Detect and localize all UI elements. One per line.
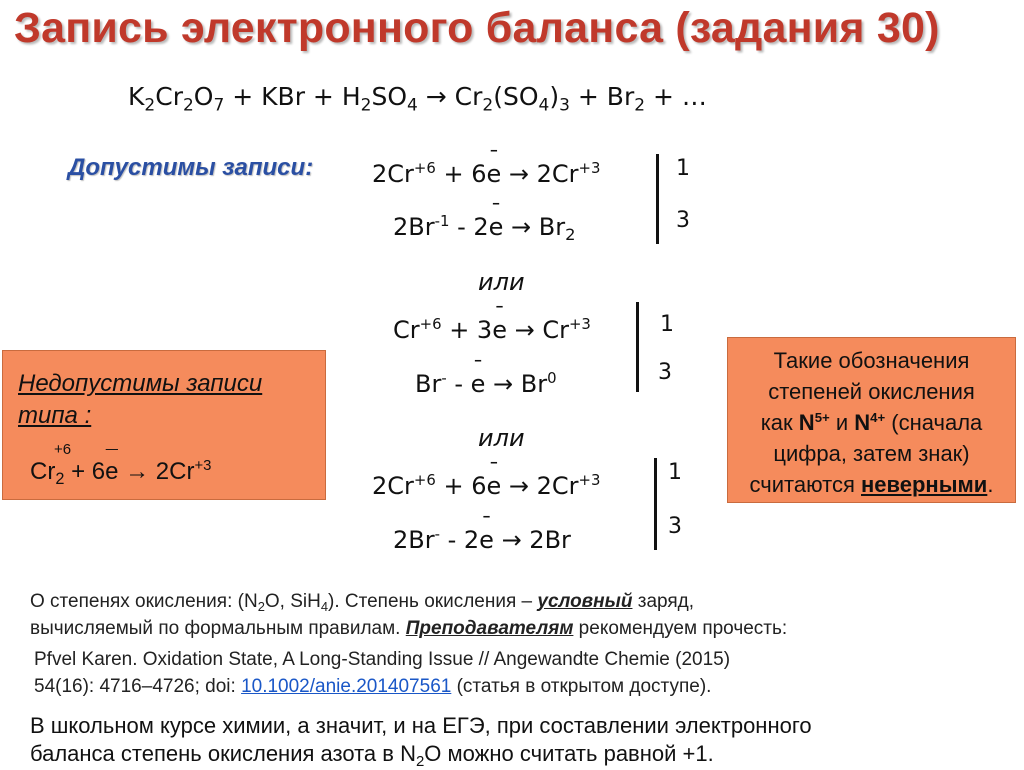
doi-link[interactable]: 10.1002/anie.201407561: [241, 676, 452, 697]
invalid-records-label: Недопустимы записи типа :: [18, 370, 263, 429]
school-course-text: В школьном курсе химии, а значит, и на ЕГЭ, при составлении электронного баланса степень окисления азота в $N_2O$ можно считать равной +1.: [30, 713, 812, 770]
reference-text: Pfvel Karen. Oxidation State, A Long-Standing Issue // Angewandte Chemie (2015) 54(16): 4716–4726; doi: 10.1002/anie.201407561 (статья в открытом доступе).: [34, 649, 731, 697]
balance2-line1: $Cr^{+6}$ + 3¯ $e \to Cr^{+3}$: [393, 316, 591, 344]
oxidation-state-text: О степенях окисления: ($N_2O$, SiH$_4$). Степень окисления – условный заряд, вычисляемый по формальным правилам. Преподавателям рекомендуем прочесть:: [30, 591, 788, 639]
balance1-coef2: 3: [676, 208, 690, 233]
main-equation: $K_2Cr_2O_7$ + KBr + $H_2SO_4 \to Cr_2(SO_4)_3 + Br_2$ + …: [128, 82, 707, 116]
invalid-record-equation: $Cr_2$ +6 + 6¯ $e \to 2Cr^{+3}$: [30, 458, 211, 486]
balance2-line2: Br- - ¯ $e \to Br^0$: [415, 370, 557, 398]
notation-note-text: Такие обозначения степеней окисления как $N^{5+}$ и $N^{4+}$ (сначала цифра, затем знак) считаются неверными.: [749, 348, 994, 497]
balance2-coef1: 1: [660, 312, 674, 337]
balance3-line1: $2Cr^{+6}$ + 6¯ $e \to 2Cr^{+3}$: [372, 472, 600, 500]
balance2-divider: [636, 302, 639, 392]
page-title: Запись электронного баланса (задания 30): [14, 4, 940, 52]
balance1-line2: $2Br^{-1}$ - 2¯ $e \to Br_2$: [393, 213, 576, 241]
balance3-coef2: 3: [668, 514, 682, 539]
balance1-line1: $2Cr^{+6}$ + 6¯ $e \to 2Cr^{+3}$: [372, 160, 600, 188]
or-label-1: или: [478, 268, 525, 296]
balance3-divider: [654, 458, 657, 550]
balance3-line2: 2Br- - 2¯ e → 2Br: [393, 526, 571, 554]
balance1-divider: [656, 154, 659, 244]
balance2-coef2: 3: [658, 360, 672, 385]
balance1-coef1: 1: [676, 156, 690, 181]
allowed-records-label: Допустимы записи:: [68, 154, 314, 181]
balance3-coef1: 1: [668, 460, 682, 485]
or-label-2: или: [478, 424, 525, 452]
